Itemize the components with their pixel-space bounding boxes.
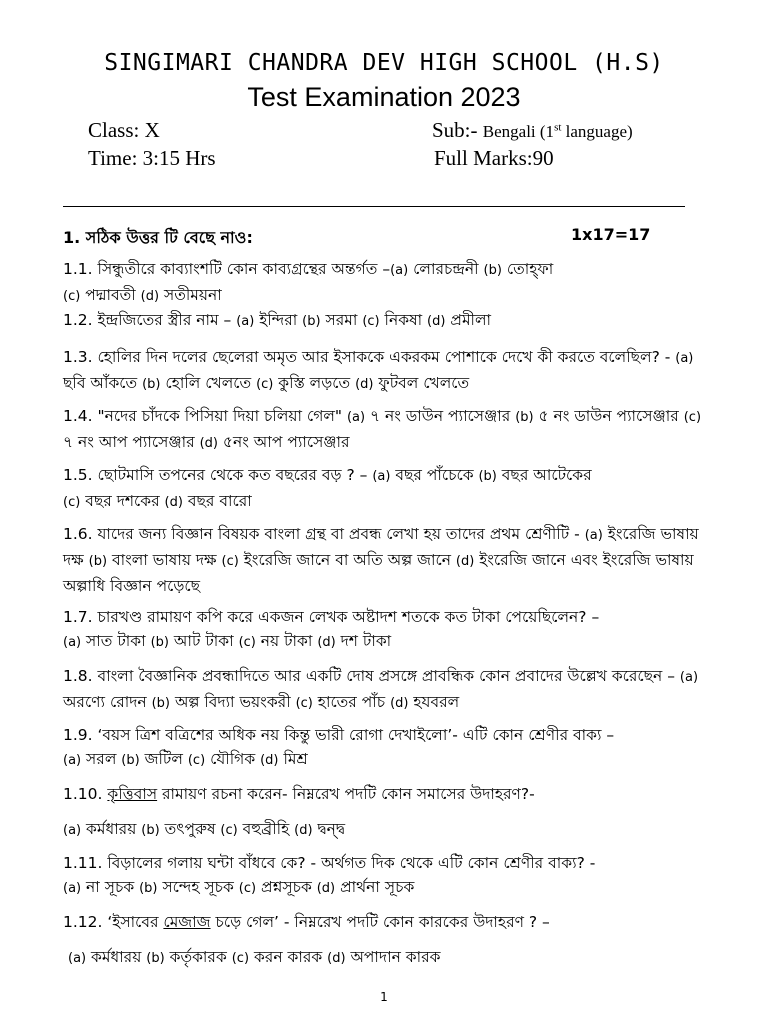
class-label: Class: X bbox=[88, 118, 160, 142]
question-1-2: 1.2. ইন্দ্রজিতের স্ত্রীর নাম – (a) ইন্দিরা (b) সরমা (c) নিকষা (d) প্রমীলা bbox=[63, 311, 492, 329]
question-1-6: 1.6. যাদের জন্য বিজ্ঞান বিষয়ক বাংলা গ্রন্থ বা প্রবন্ধ লেখা হয় তাদের প্রথম শ্রেণীটি - (a) ইংরেজি ভাষায় দক্ষ (b) বাংলা ভাষায় দক্ষ (c) ইংরেজি জানে বা অতি অল্প জানে (d) ইংরেজি জানে এবং ইংরেজি ভাষায় অল্পাধি বিজ্ঞান পড়েছে bbox=[63, 525, 699, 595]
subject-label: Sub:- Bengali (1st language) bbox=[432, 118, 633, 142]
question-1-12-options: (a) কর্মধারয় (b) কর্তৃকারক (c) করন কারক (d) অপাদান কারক bbox=[68, 948, 441, 966]
section-marks: 1x17=17 bbox=[571, 225, 651, 244]
question-1-10-options: (a) কর্মধারয় (b) তৎপুরুষ (c) বহুব্রীহি (d) দ্বন্দ্ব bbox=[63, 820, 346, 838]
question-1-7: 1.7. চারখণ্ড রামায়ণ কপি করে একজন লেখক অষ্টাদশ শতকে কত টাকা পেয়েছিলেন? – (a) সাত টাকা (b) আট টাকা (c) নয় টাকা (d) দশ টাকা bbox=[63, 608, 600, 650]
question-1-10: 1.10. কৃত্তিবাস রামায়ণ রচনা করেন- নিম্নরেখ পদটি কোন সমাসের উদাহরণ?- bbox=[63, 785, 535, 803]
page-number: 1 bbox=[380, 990, 388, 1004]
question-1-5: 1.5. ছোটমাসি তপনের থেকে কত বছরের বড় ? – (a) বছর পাঁচেকে (b) বছর আটেকের (c) বছর দশকের (d) বছর বারো bbox=[63, 466, 592, 510]
full-marks-label: Full Marks:90 bbox=[434, 146, 554, 170]
time-label: Time: 3:15 Hrs bbox=[88, 146, 216, 170]
exam-title: Test Examination 2023 bbox=[247, 82, 521, 112]
question-1-9: 1.9. ‘বয়স ত্রিশ বত্রিশের অধিক নয় কিন্তু ভারী রোগা দেখাইলো’- এটি কোন শ্রেণীর বাক্য – (a) সরল (b) জটিল (c) যৌগিক (d) মিশ্র bbox=[63, 726, 615, 768]
underlined-word: মেজাজ bbox=[163, 913, 211, 931]
question-1-3: 1.3. হোলির দিন দলের ছেলেরা অমৃত আর ইসাককে একরকম পোশাকে দেখে কী করতে বলেছিল? - (a) ছবি আঁকতে (b) হোলি খেলতে (c) কুস্তি লড়তে (d) ফুটবল খেলতে bbox=[63, 348, 694, 392]
section-title: 1. সঠিক উত্তর টি বেছে নাও: bbox=[63, 228, 253, 247]
header-divider bbox=[63, 206, 685, 207]
underlined-word: কৃত্তিবাস bbox=[107, 785, 158, 803]
subject-name: Bengali (1st language) bbox=[482, 121, 633, 141]
question-1-12: 1.12. ‘ইসাবের মেজাজ চড়ে গেল’ - নিম্নরেখ পদটি কোন কারকের উদাহরণ ? – bbox=[63, 913, 550, 931]
school-name: SINGIMARI CHANDRA DEV HIGH SCHOOL (H.S) bbox=[104, 50, 664, 76]
question-1-4: 1.4. "নদের চাঁদকে পিসিয়া দিয়া চলিয়া গেল" (a) ৭ নং ডাউন প্যাসেঞ্জার (b) ৫ নং ডাউন প্যাসেঞ্জার (c) ৭ নং আপ প্যাসেঞ্জার (d) ৫নং আপ প্যাসেঞ্জার bbox=[63, 407, 702, 451]
question-1-11: 1.11. বিড়ালের গলায় ঘন্টা বাঁধবে কে? - অর্থগত দিক থেকে এটি কোন শ্রেণীর বাক্য? - (a) না সূচক (b) সন্দেহ সূচক (c) প্রশ্নসূচক (d) প্রার্থনা সূচক bbox=[63, 854, 596, 896]
question-1-8: 1.8. বাংলা বৈজ্ঞানিক প্রবন্ধাদিতে আর একটি দোষ প্রসঙ্গে প্রাবন্ধিক কোন প্রবাদের উল্লেখ করেছেন – (a) অরণ্যে রোদন (b) অল্প বিদ্যা ভয়ংকরী (c) হাতের পাঁচ (d) হযবরল bbox=[63, 667, 699, 711]
question-1-1: 1.1. সিন্ধুতীরে কাব্যাংশটি কোন কাব্যগ্রন্থের অন্তর্গত –(a) লোরচন্দ্রনী (b) তোহ্‌ফা (c) পদ্মাবতী (d) সতীময়না bbox=[63, 260, 554, 304]
